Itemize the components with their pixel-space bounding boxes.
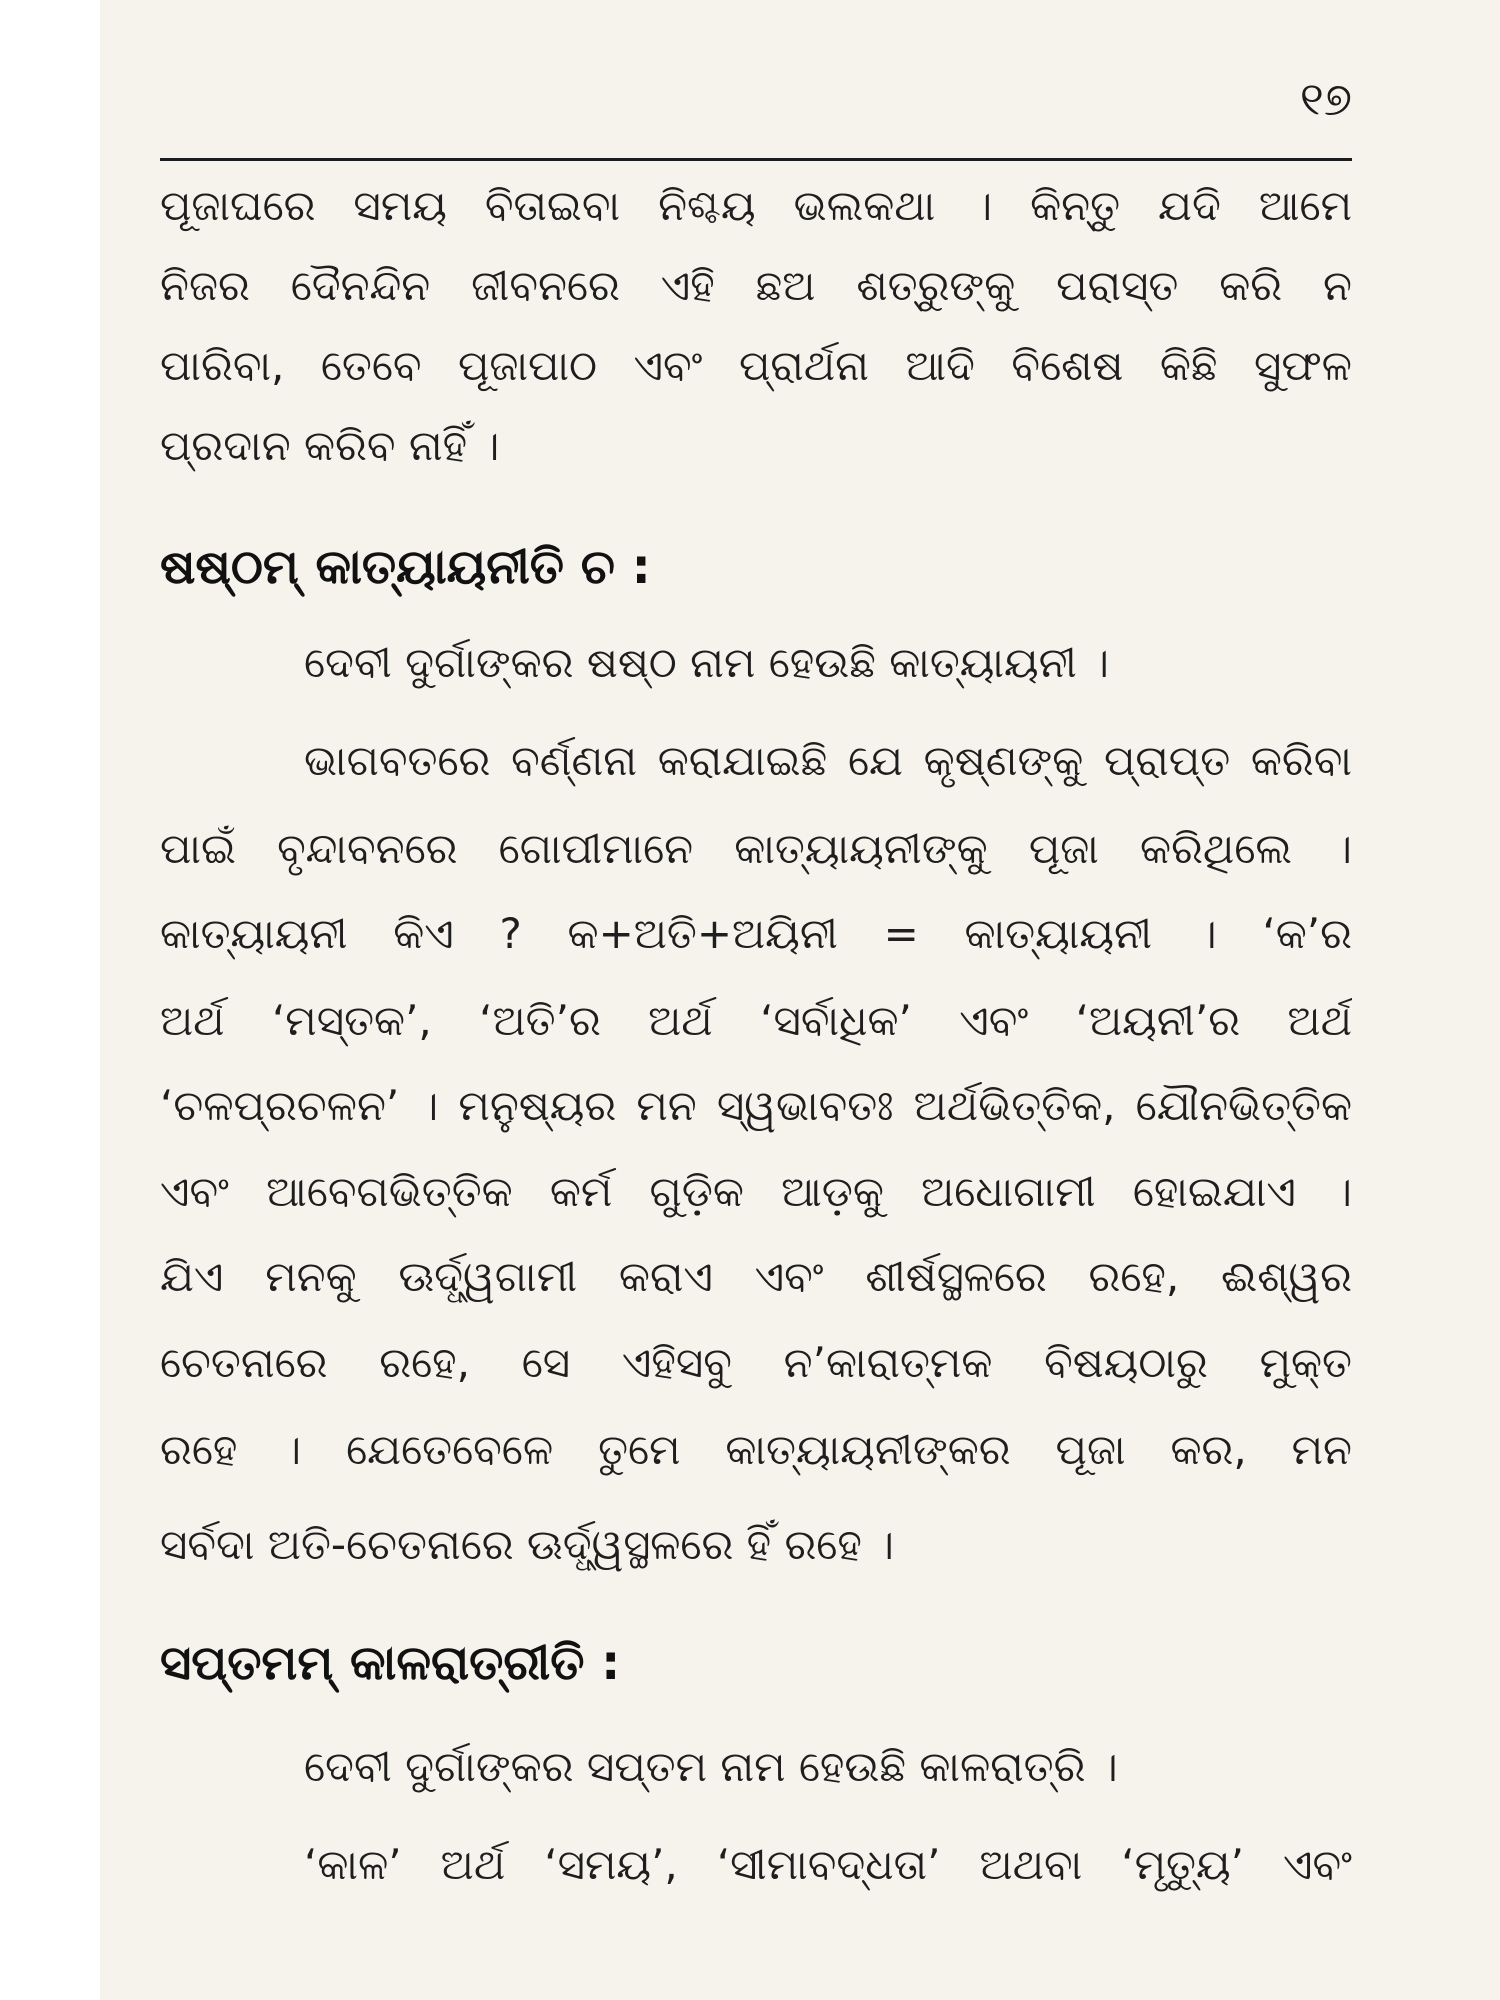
paragraph-line: ଯିଏ ମନକୁ ଊର୍ଦ୍ଧ୍ୱଗାମୀ କରାଏ ଏବଂ ଶୀର୍ଷସ୍ଥଳରେ ରହେ, ଈଶ୍ୱର [160, 1252, 1352, 1301]
paragraph-line: ‘କାଳ’ ଅର୍ଥ ‘ସମୟ’, ‘ସୀମାବଦ୍ଧତା’ ଅଥବା ‘ମୃତ୍ୟୁ’ ଏବଂ [304, 1840, 1352, 1889]
paragraph-line: ସର୍ବଦା ଅତି-ଚେତନାରେ ଊର୍ଦ୍ଧ୍ୱସ୍ଥଳରେ ହିଁ ରହେ । [160, 1520, 895, 1569]
page-number: ୧୭ [1299, 72, 1352, 126]
paragraph-line: ଚେତନାରେ ରହେ, ସେ ଏହିସବୁ ନ’କାରାତ୍ମକ ବିଷୟଠାରୁ ମୁକ୍ତ [160, 1338, 1352, 1387]
paragraph-line: ଏବଂ ଆବେଗଭିତ୍ତିକ କର୍ମ ଗୁଡ଼ିକ ଆଡ଼କୁ ଅଧୋଗାମୀ ହୋଇଯାଏ । [160, 1167, 1352, 1216]
paragraph-line: ଅର୍ଥ ‘ମସ୍ତକ’, ‘ଅତି’ର ଅର୍ଥ ‘ସର୍ବାଧିକ’ ଏବଂ ‘ଅୟନୀ’ର ଅର୍ଥ [160, 996, 1352, 1045]
paragraph-line: ଭାଗବତରେ ବର୍ଣ୍ଣନା କରାଯାଇଛି ଯେ କୃଷ୍ଣଙ୍କୁ ପ୍ରାପ୍ତ କରିବା [304, 736, 1352, 785]
paragraph-line: କାତ୍ୟାୟନୀ କିଏ ? କ+ଅତି+ଅୟିନୀ = କାତ୍ୟାୟନୀ । ‘କ’ର [160, 909, 1352, 958]
paragraph-line: ପାରିବା, ତେବେ ପୂଜାପାଠ ଏବଂ ପ୍ରାର୍ଥନା ଆଦି ବିଶେଷ କିଛି ସୁଫଳ [160, 341, 1352, 390]
paragraph-line: ପୂଜାଘରେ ସମୟ ବିତାଇବା ନିଶ୍ଚୟ ଭଲକଥା । କିନ୍ତୁ ଯଦି ଆମେ [160, 181, 1352, 230]
paragraph-line: ଦେବୀ ଦୁର୍ଗାଙ୍କର ସପ୍ତମ ନାମ ହେଉଛି କାଳରାତ୍ରି । [304, 1742, 1118, 1791]
section-heading: ସପ୍ତମମ୍ କାଳରାତ୍ରୀତି : [160, 1635, 621, 1691]
paragraph-line: ଦେବୀ ଦୁର୍ଗାଙ୍କର ଷଷ୍ଠ ନାମ ହେଉଛି କାତ୍ୟାୟନୀ । [304, 638, 1109, 687]
book-page [100, 0, 1500, 2000]
paragraph-line: ରହେ । ଯେତେବେଳେ ତୁମେ କାତ୍ୟାୟନୀଙ୍କର ପୂଜା କର, ମନ [160, 1425, 1352, 1474]
section-heading: ଷଷ୍ଠମ୍ କାତ୍ୟାୟନୀତି ଚ : [160, 539, 651, 595]
paragraph-line: ‘ଚଳପ୍ରଚଳନ’ । ମନୁଷ୍ୟର ମନ ସ୍ୱଭାବତଃ ଅର୍ଥଭିତ୍ତିକ, ଯୌନଭିତ୍ତିକ [160, 1081, 1352, 1130]
paragraph-line: ପାଇଁ ବୃନ୍ଦାବନରେ ଗୋପୀମାନେ କାତ୍ୟାୟନୀଙ୍କୁ ପୂଜା କରିଥିଲେ । [160, 824, 1352, 873]
paragraph-line: ପ୍ରଦାନ କରିବ ନାହିଁ । [160, 421, 500, 470]
paragraph-line: ନିଜର ଦୈନନ୍ଦିନ ଜୀବନରେ ଏହି ଛଅ ଶତ୍ରୁଙ୍କୁ ପରାସ୍ତ କରି ନ [160, 261, 1352, 310]
header-rule [160, 158, 1352, 161]
